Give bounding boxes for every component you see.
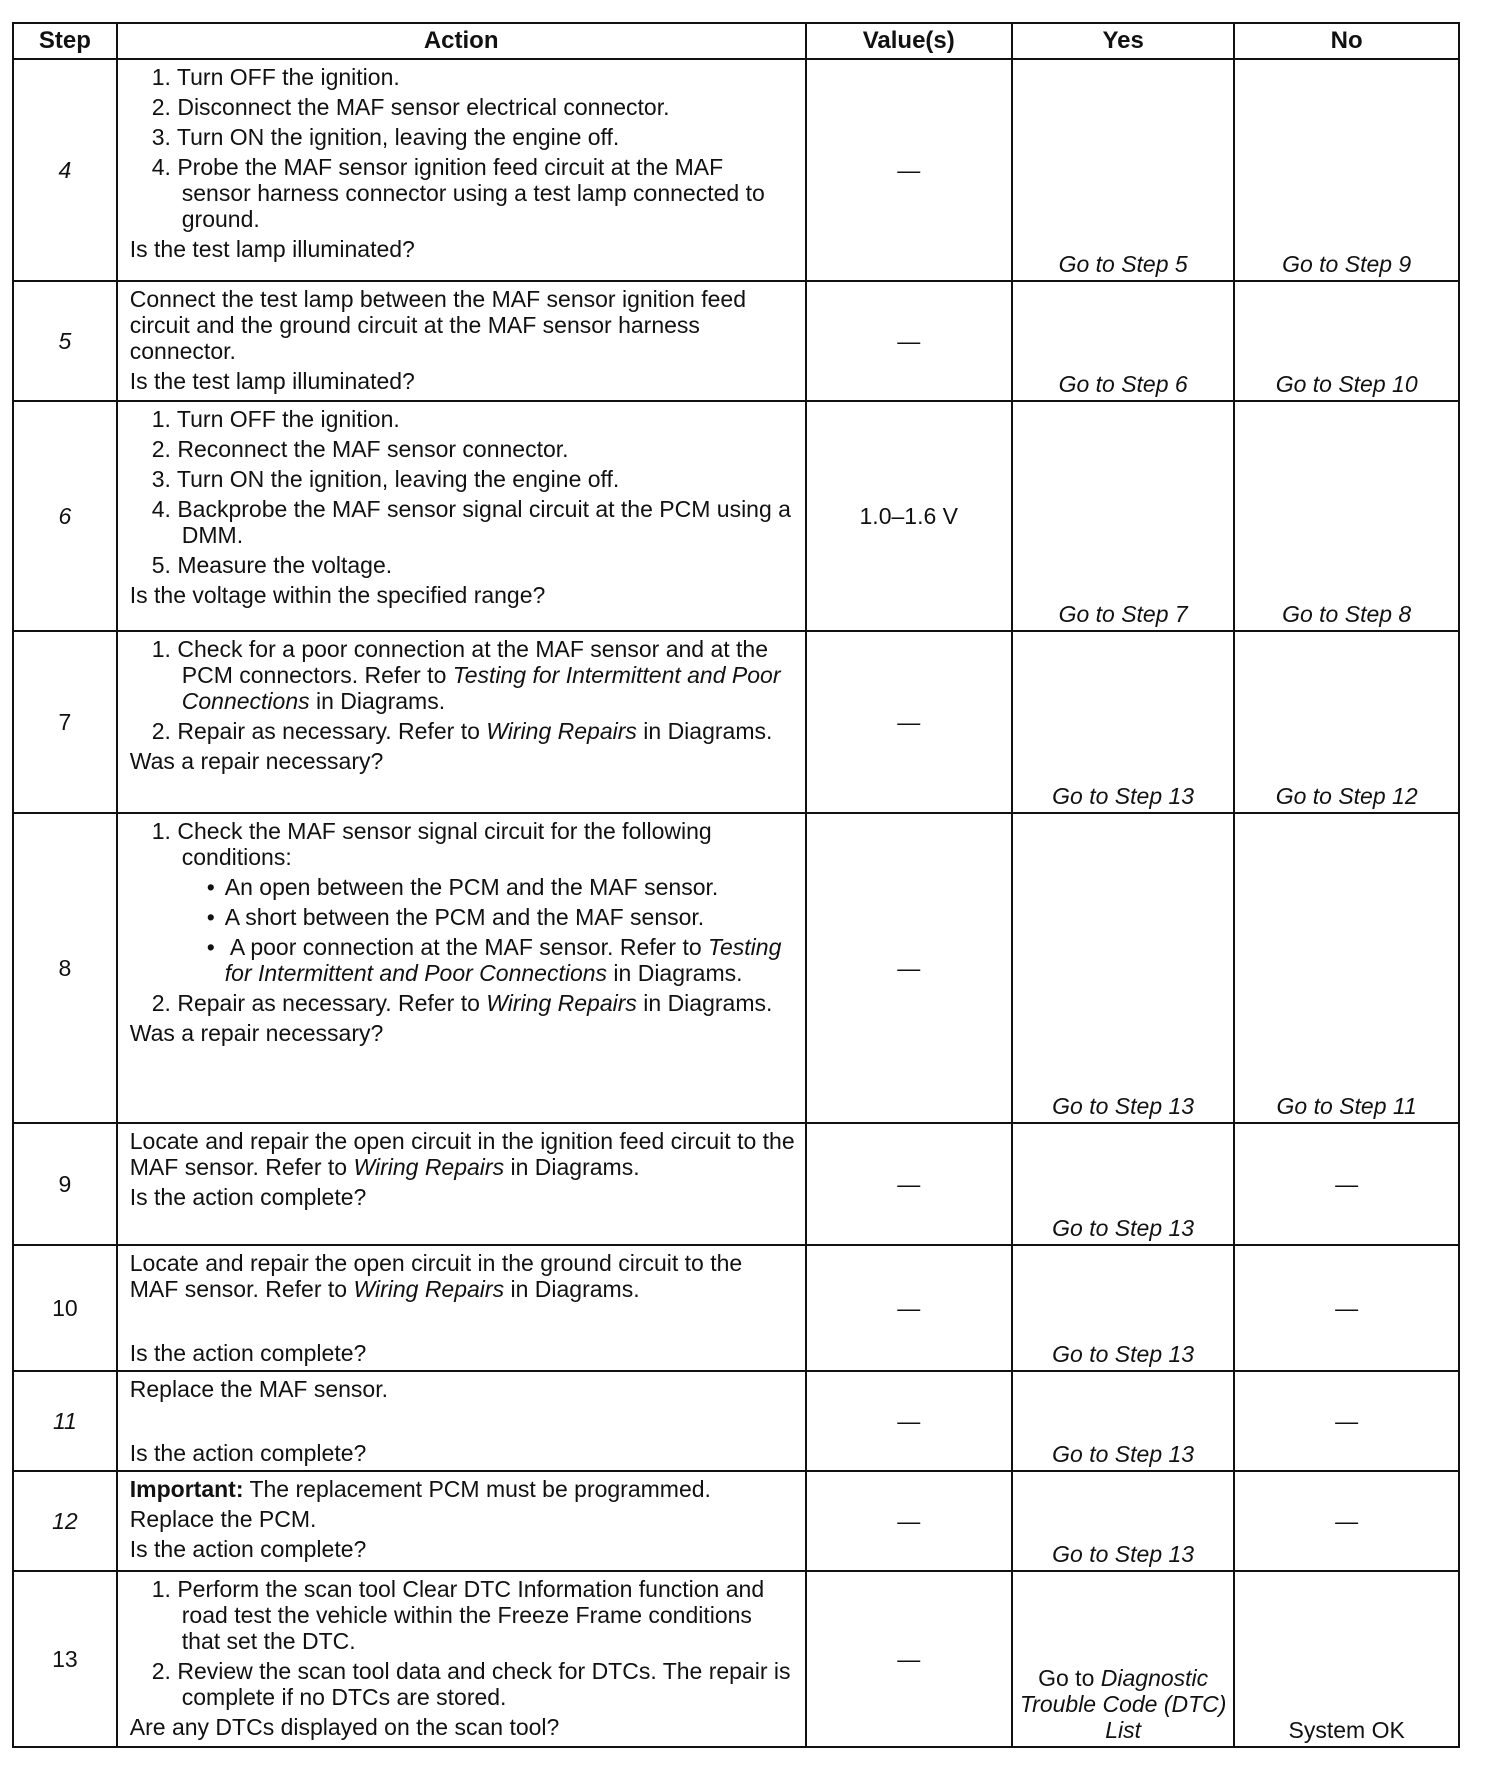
action-item: 1. Turn OFF the ignition. xyxy=(151,406,400,432)
value-cell: — xyxy=(806,59,1012,281)
header-value: Value(s) xyxy=(806,23,1012,59)
reference-link: Testing for Intermittent and Poor Connections xyxy=(224,934,782,986)
table-row-step-13 xyxy=(13,1571,1459,1747)
reference-link: Wiring Repairs xyxy=(486,718,637,744)
action-item: 3. Turn ON the ignition, leaving the engine off. xyxy=(151,466,620,492)
action-cell xyxy=(117,1123,806,1245)
bullet-text: in Diagrams. xyxy=(613,960,743,986)
action-cell xyxy=(117,59,806,281)
diagnostic-table-sheet xyxy=(12,22,1460,1748)
value-cell: — xyxy=(806,281,1012,401)
header-action: Action xyxy=(117,23,806,59)
action-item: 4. Backprobe the MAF sensor signal circuit at the PCM using a DMM. xyxy=(151,496,791,548)
table-row-step-8 xyxy=(13,813,1459,1123)
no-cell: Go to Step 10 xyxy=(1234,281,1459,401)
table-row-step-5 xyxy=(13,281,1459,401)
no-cell: Go to Step 12 xyxy=(1234,631,1459,813)
no-cell: — xyxy=(1234,1471,1459,1571)
action-item-text: 2. Repair as necessary. Refer to xyxy=(151,990,480,1016)
action-question: Is the voltage within the specified range? xyxy=(129,582,546,608)
action-item: 2. Disconnect the MAF sensor electrical connector. xyxy=(151,94,670,120)
action-cell xyxy=(117,1371,806,1471)
spacer xyxy=(130,1306,797,1336)
action-item: 1. Check the MAF sensor signal circuit for the following conditions: xyxy=(151,818,712,870)
bullet-item xyxy=(130,934,797,986)
yes-cell: Go to Step 13 xyxy=(1012,631,1234,813)
step-number: 11 xyxy=(13,1371,117,1471)
action-cell xyxy=(117,1471,806,1571)
bullet-item: • An open between the PCM and the MAF sensor. xyxy=(130,874,797,900)
reference-link: Diagnostic Trouble Code (DTC) List xyxy=(1019,1665,1227,1743)
table-row-step-7 xyxy=(13,631,1459,813)
action-item-text: in Diagrams. xyxy=(643,990,773,1016)
table-row-step-4 xyxy=(13,59,1459,281)
action-item-text: in Diagrams. xyxy=(316,688,446,714)
value-cell: — xyxy=(806,813,1012,1123)
table-row-step-9 xyxy=(13,1123,1459,1245)
value-cell: — xyxy=(806,1471,1012,1571)
reference-link: Wiring Repairs xyxy=(353,1276,505,1302)
action-question: Is the action complete? xyxy=(129,1536,367,1562)
step-number: 13 xyxy=(13,1571,117,1747)
action-item: 4. Probe the MAF sensor ignition feed circuit at the MAF sensor harness connector using a test lamp connected to ground. xyxy=(151,154,765,232)
table-row-step-12 xyxy=(13,1471,1459,1571)
action-item xyxy=(130,636,797,714)
no-cell: — xyxy=(1234,1245,1459,1371)
action-item: 2. Review the scan tool data and check for DTCs. The repair is complete if no DTCs are stored. xyxy=(151,1658,791,1710)
no-cell: Go to Step 11 xyxy=(1234,813,1459,1123)
action-cell xyxy=(117,813,806,1123)
action-cell xyxy=(117,401,806,631)
action-item: 1. Perform the scan tool Clear DTC Information function and road test the vehicle within the Freeze Frame conditions that set the DTC. xyxy=(151,1576,765,1654)
spacer xyxy=(130,1406,797,1436)
value-cell: — xyxy=(806,1371,1012,1471)
value-cell: — xyxy=(806,1123,1012,1245)
action-cell xyxy=(117,631,806,813)
reference-link: Testing for Intermittent and Poor Connections xyxy=(181,662,781,714)
action-text-part: Locate and repair the open circuit in the ground circuit to the MAF sensor. Refer to xyxy=(129,1250,743,1302)
no-cell: System OK xyxy=(1234,1571,1459,1747)
step-number: 7 xyxy=(13,631,117,813)
action-item: 3. Turn ON the ignition, leaving the engine off. xyxy=(151,124,620,150)
table-row-step-11 xyxy=(13,1371,1459,1471)
action-text-part: in Diagrams. xyxy=(510,1154,640,1180)
action-question: Is the action complete? xyxy=(129,1184,367,1210)
yes-cell: Go to Step 13 xyxy=(1012,1371,1234,1471)
action-question: Was a repair necessary? xyxy=(129,1020,384,1046)
action-question: Is the test lamp illuminated? xyxy=(129,368,415,394)
no-cell: — xyxy=(1234,1123,1459,1245)
action-item: 5. Measure the voltage. xyxy=(151,552,393,578)
no-cell: Go to Step 8 xyxy=(1234,401,1459,631)
action-item: 1. Turn OFF the ignition. xyxy=(151,64,400,90)
yes-cell: Go to Step 13 xyxy=(1012,1471,1234,1571)
important-text: The replacement PCM must be programmed. xyxy=(249,1476,711,1502)
yes-prefix: Go to xyxy=(1038,1665,1095,1691)
action-text-part: Locate and repair the open circuit in the ignition feed circuit to the MAF sensor. Refer to xyxy=(129,1128,795,1180)
step-number: 12 xyxy=(13,1471,117,1571)
value-cell: — xyxy=(806,1571,1012,1747)
no-cell: Go to Step 9 xyxy=(1234,59,1459,281)
yes-cell: Go to Step 13 xyxy=(1012,813,1234,1123)
yes-cell: Go to Step 13 xyxy=(1012,1245,1234,1371)
action-question: Are any DTCs displayed on the scan tool? xyxy=(129,1714,560,1740)
step-number: 8 xyxy=(13,813,117,1123)
bullet-item: • A short between the PCM and the MAF sensor. xyxy=(130,904,797,930)
important-label: Important: xyxy=(129,1476,244,1502)
action-cell xyxy=(117,1245,806,1371)
reference-link: Wiring Repairs xyxy=(353,1154,505,1180)
yes-cell xyxy=(1012,1571,1234,1747)
step-number: 5 xyxy=(13,281,117,401)
header-yes: Yes xyxy=(1012,23,1234,59)
step-number: 10 xyxy=(13,1245,117,1371)
value-cell: 1.0–1.6 V xyxy=(806,401,1012,631)
action-item xyxy=(130,990,797,1016)
step-number: 6 xyxy=(13,401,117,631)
action-item xyxy=(130,718,797,744)
action-text: Replace the MAF sensor. xyxy=(129,1376,388,1402)
action-cell xyxy=(117,1571,806,1747)
action-text xyxy=(130,1128,797,1180)
action-text-part: in Diagrams. xyxy=(510,1276,640,1302)
action-text: Connect the test lamp between the MAF sensor ignition feed circuit and the ground circuit at the MAF sensor harness connector. xyxy=(129,286,747,364)
yes-cell: Go to Step 5 xyxy=(1012,59,1234,281)
header-no: No xyxy=(1234,23,1459,59)
diagnostic-table xyxy=(12,22,1460,1748)
action-item-text: 2. Repair as necessary. Refer to xyxy=(151,718,480,744)
table-row-step-10 xyxy=(13,1245,1459,1371)
yes-cell: Go to Step 7 xyxy=(1012,401,1234,631)
step-number: 9 xyxy=(13,1123,117,1245)
yes-cell: Go to Step 13 xyxy=(1012,1123,1234,1245)
action-question: Is the test lamp illuminated? xyxy=(129,236,415,262)
value-cell: — xyxy=(806,631,1012,813)
bullet-text: A poor connection at the MAF sensor. Refer to xyxy=(229,934,702,960)
action-question: Is the action complete? xyxy=(129,1340,367,1366)
value-cell: — xyxy=(806,1245,1012,1371)
reference-link: Wiring Repairs xyxy=(486,990,637,1016)
action-item-text: in Diagrams. xyxy=(643,718,773,744)
header-row xyxy=(13,23,1459,59)
action-item: 2. Reconnect the MAF sensor connector. xyxy=(151,436,569,462)
header-step: Step xyxy=(13,23,117,59)
action-cell xyxy=(117,281,806,401)
step-number: 4 xyxy=(13,59,117,281)
important-note xyxy=(130,1476,797,1502)
yes-cell: Go to Step 6 xyxy=(1012,281,1234,401)
no-cell: — xyxy=(1234,1371,1459,1471)
table-row-step-6 xyxy=(13,401,1459,631)
action-text: Replace the PCM. xyxy=(129,1506,317,1532)
action-question: Is the action complete? xyxy=(129,1440,367,1466)
action-question: Was a repair necessary? xyxy=(129,748,384,774)
action-item-text: 1. Check for a poor connection at the MAF sensor and at the PCM connectors. Refer to xyxy=(151,636,769,688)
action-text xyxy=(130,1250,797,1302)
